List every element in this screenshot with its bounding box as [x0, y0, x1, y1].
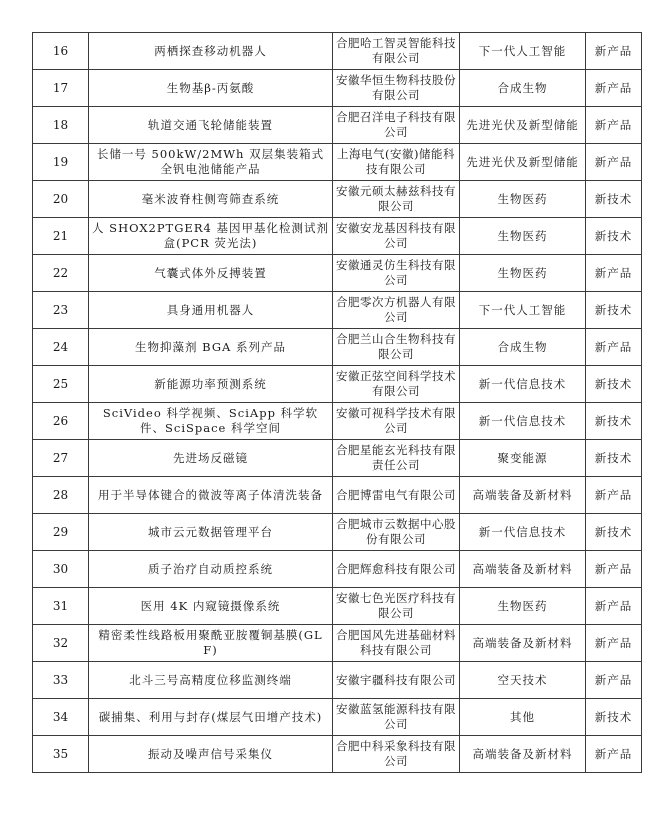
table-row	[33, 181, 642, 218]
field-cell: 聚变能源	[460, 440, 586, 477]
project-name-cell: 先进场反磁镜	[89, 440, 333, 477]
field-cell: 生物医药	[460, 588, 586, 625]
table-row	[33, 736, 642, 773]
table-row	[33, 33, 642, 70]
type-cell: 新产品	[586, 107, 642, 144]
table-row	[33, 588, 642, 625]
type-cell: 新产品	[586, 588, 642, 625]
project-name-cell: 碳捕集、利用与封存(煤层气田增产技术)	[89, 699, 333, 736]
type-cell: 新产品	[586, 33, 642, 70]
type-cell: 新技术	[586, 218, 642, 255]
type-cell: 新产品	[586, 736, 642, 773]
project-name-cell: SciVideo 科学视频、SciApp 科学软件、SciSpace 科学空间	[89, 403, 333, 440]
project-name-cell: 城市云元数据管理平台	[89, 514, 333, 551]
row-number-cell: 35	[33, 736, 89, 773]
type-cell: 新产品	[586, 70, 642, 107]
row-number-cell: 33	[33, 662, 89, 699]
table-row	[33, 662, 642, 699]
row-number-cell: 30	[33, 551, 89, 588]
field-cell: 下一代人工智能	[460, 33, 586, 70]
row-number-cell: 25	[33, 366, 89, 403]
type-cell: 新技术	[586, 440, 642, 477]
type-cell: 新技术	[586, 181, 642, 218]
table-row	[33, 440, 642, 477]
table-row	[33, 625, 642, 662]
field-cell: 新一代信息技术	[460, 403, 586, 440]
project-name-cell: 医用 4K 内窥镜摄像系统	[89, 588, 333, 625]
company-cell: 合肥中科采象科技有限公司	[333, 736, 460, 773]
company-cell: 安徽可视科学技术有限公司	[333, 403, 460, 440]
project-name-cell: 质子治疗自动质控系统	[89, 551, 333, 588]
table-row	[33, 514, 642, 551]
field-cell: 新一代信息技术	[460, 514, 586, 551]
company-cell: 合肥星能玄光科技有限责任公司	[333, 440, 460, 477]
project-name-cell: 人 SHOX2PTGER4 基因甲基化检测试剂盒(PCR 荧光法)	[89, 218, 333, 255]
type-cell: 新产品	[586, 625, 642, 662]
table-row	[33, 292, 642, 329]
row-number-cell: 23	[33, 292, 89, 329]
row-number-cell: 17	[33, 70, 89, 107]
field-cell: 生物医药	[460, 218, 586, 255]
table-row	[33, 403, 642, 440]
row-number-cell: 16	[33, 33, 89, 70]
company-cell: 安徽通灵仿生科技有限公司	[333, 255, 460, 292]
table-row	[33, 366, 642, 403]
project-name-cell: 精密柔性线路板用聚酰亚胺覆铜基膜(GLF)	[89, 625, 333, 662]
row-number-cell: 27	[33, 440, 89, 477]
row-number-cell: 21	[33, 218, 89, 255]
field-cell: 高端装备及新材料	[460, 477, 586, 514]
project-name-cell: 新能源功率预测系统	[89, 366, 333, 403]
company-cell: 合肥兰山合生物科技有限公司	[333, 329, 460, 366]
row-number-cell: 19	[33, 144, 89, 181]
company-cell: 安徽宇疆科技有限公司	[333, 662, 460, 699]
field-cell: 下一代人工智能	[460, 292, 586, 329]
table-row	[33, 70, 642, 107]
company-cell: 安徽安龙基因科技有限公司	[333, 218, 460, 255]
field-cell: 新一代信息技术	[460, 366, 586, 403]
field-cell: 生物医药	[460, 181, 586, 218]
field-cell: 空天技术	[460, 662, 586, 699]
type-cell: 新产品	[586, 255, 642, 292]
company-cell: 安徽蓝氢能源科技有限公司	[333, 699, 460, 736]
project-name-cell: 生物基β-丙氨酸	[89, 70, 333, 107]
type-cell: 新产品	[586, 477, 642, 514]
table-row	[33, 255, 642, 292]
product-table	[32, 32, 642, 773]
table-row	[33, 551, 642, 588]
project-name-cell: 长储一号 500kW/2MWh 双层集装箱式全钒电池储能产品	[89, 144, 333, 181]
company-cell: 合肥博雷电气有限公司	[333, 477, 460, 514]
field-cell: 先进光伏及新型储能	[460, 144, 586, 181]
company-cell: 安徽七色光医疗科技有限公司	[333, 588, 460, 625]
row-number-cell: 32	[33, 625, 89, 662]
row-number-cell: 20	[33, 181, 89, 218]
type-cell: 新技术	[586, 366, 642, 403]
table-row	[33, 477, 642, 514]
type-cell: 新产品	[586, 551, 642, 588]
table-row	[33, 144, 642, 181]
type-cell: 新技术	[586, 514, 642, 551]
field-cell: 高端装备及新材料	[460, 551, 586, 588]
type-cell: 新技术	[586, 292, 642, 329]
project-name-cell: 生物抑藻剂 BGA 系列产品	[89, 329, 333, 366]
field-cell: 先进光伏及新型储能	[460, 107, 586, 144]
company-cell: 安徽正弦空间科学技术有限公司	[333, 366, 460, 403]
row-number-cell: 24	[33, 329, 89, 366]
type-cell: 新产品	[586, 329, 642, 366]
field-cell: 高端装备及新材料	[460, 625, 586, 662]
field-cell: 其他	[460, 699, 586, 736]
company-cell: 合肥召洋电子科技有限公司	[333, 107, 460, 144]
field-cell: 合成生物	[460, 329, 586, 366]
project-name-cell: 轨道交通飞轮储能装置	[89, 107, 333, 144]
type-cell: 新技术	[586, 403, 642, 440]
project-name-cell: 气囊式体外反搏装置	[89, 255, 333, 292]
company-cell: 合肥辉愈科技有限公司	[333, 551, 460, 588]
type-cell: 新产品	[586, 144, 642, 181]
row-number-cell: 31	[33, 588, 89, 625]
company-cell: 上海电气(安徽)储能科技有限公司	[333, 144, 460, 181]
table-row	[33, 699, 642, 736]
row-number-cell: 18	[33, 107, 89, 144]
table-row	[33, 329, 642, 366]
company-cell: 安徽元硕太赫兹科技有限公司	[333, 181, 460, 218]
project-name-cell: 具身通用机器人	[89, 292, 333, 329]
field-cell: 合成生物	[460, 70, 586, 107]
project-name-cell: 振动及噪声信号采集仪	[89, 736, 333, 773]
project-name-cell: 毫米波脊柱侧弯筛查系统	[89, 181, 333, 218]
project-name-cell: 北斗三号高精度位移监测终端	[89, 662, 333, 699]
company-cell: 安徽华恒生物科技股份有限公司	[333, 70, 460, 107]
company-cell: 合肥国风先进基础材料科技有限公司	[333, 625, 460, 662]
table-row	[33, 107, 642, 144]
project-name-cell: 用于半导体键合的微波等离子体清洗装备	[89, 477, 333, 514]
row-number-cell: 26	[33, 403, 89, 440]
row-number-cell: 28	[33, 477, 89, 514]
table-row	[33, 218, 642, 255]
type-cell: 新技术	[586, 699, 642, 736]
project-name-cell: 两栖探查移动机器人	[89, 33, 333, 70]
type-cell: 新产品	[586, 662, 642, 699]
company-cell: 合肥哈工智灵智能科技有限公司	[333, 33, 460, 70]
table-body	[33, 33, 642, 773]
row-number-cell: 34	[33, 699, 89, 736]
company-cell: 合肥零次方机器人有限公司	[333, 292, 460, 329]
company-cell: 合肥城市云数据中心股份有限公司	[333, 514, 460, 551]
field-cell: 高端装备及新材料	[460, 736, 586, 773]
row-number-cell: 29	[33, 514, 89, 551]
field-cell: 生物医药	[460, 255, 586, 292]
row-number-cell: 22	[33, 255, 89, 292]
